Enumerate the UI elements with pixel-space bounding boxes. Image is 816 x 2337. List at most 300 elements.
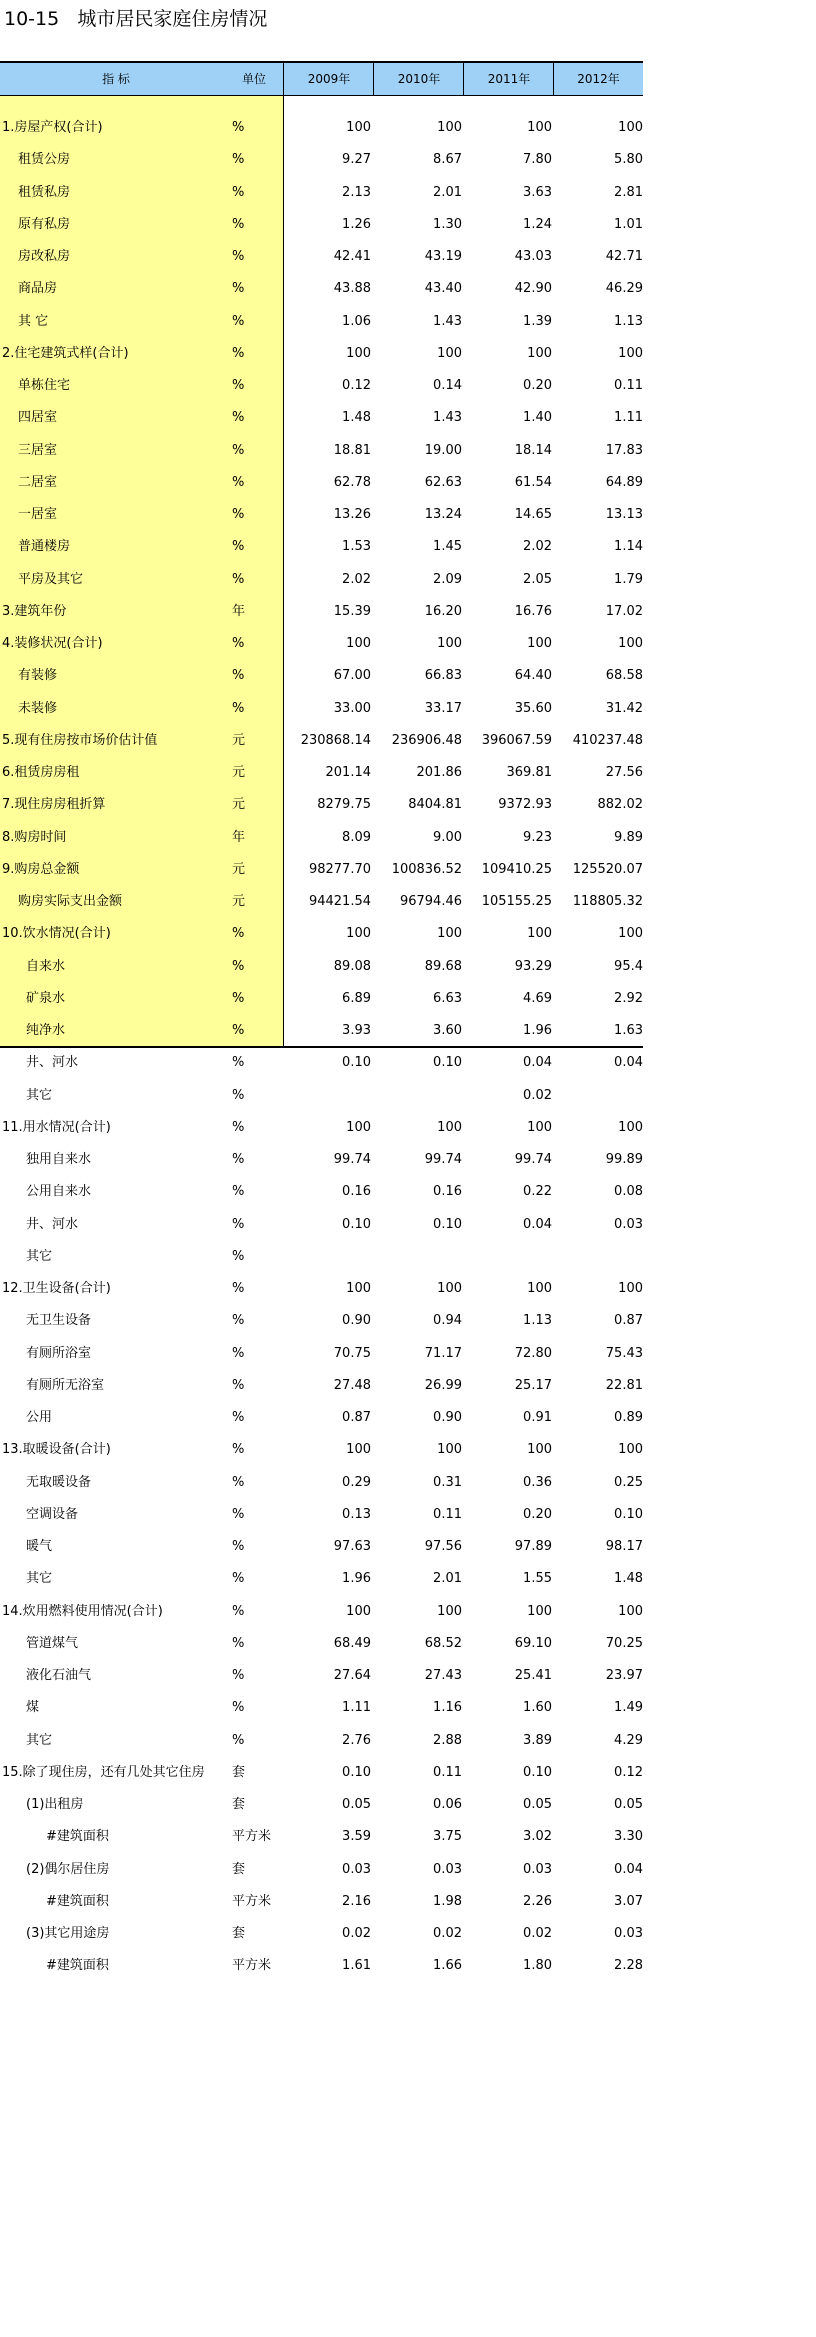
row-label: 普通楼房 [18, 539, 71, 555]
cell-value: 100 [618, 636, 643, 651]
cell-value: 100 [346, 1281, 371, 1296]
cell-value: 1.48 [342, 410, 371, 426]
cell-value: 98.17 [605, 1539, 643, 1554]
row-unit: % [232, 1474, 245, 1490]
cell-value: 1.45 [433, 539, 462, 555]
row-label: 8.购房时间 [2, 829, 67, 845]
row-unit: 平方米 [232, 1958, 272, 1974]
row-label: 11.用水情况(合计) [2, 1119, 111, 1135]
row-label: (3)其它用途房 [26, 1926, 110, 1941]
row-label: 租赁公房 [18, 152, 71, 168]
table-row [0, 1209, 643, 1241]
cell-value: 66.83 [424, 668, 462, 684]
header-divider [373, 63, 374, 95]
cell-value: 27.64 [333, 1668, 371, 1683]
table-row [0, 628, 643, 660]
table-row [0, 1467, 643, 1499]
row-unit: % [232, 1603, 245, 1619]
table-row [0, 725, 643, 757]
row-unit: % [232, 474, 245, 490]
row-label: 井、河水 [26, 1055, 79, 1071]
cell-value: 3.75 [433, 1829, 462, 1845]
cell-value: 64.89 [605, 474, 643, 490]
cell-value: 0.05 [523, 1797, 552, 1812]
cell-value: 109410.25 [481, 861, 552, 877]
cell-value: 201.86 [416, 765, 462, 780]
cell-value: 43.40 [424, 281, 462, 297]
row-label: 1.房屋产权(合计) [2, 120, 103, 135]
cell-value: 0.11 [614, 378, 643, 393]
table-row [0, 1273, 643, 1305]
cell-value: 100 [618, 1442, 643, 1458]
cell-value: 100 [527, 1442, 552, 1458]
table-row [0, 886, 643, 918]
cell-value: 0.25 [614, 1474, 643, 1490]
cell-value: 26.99 [424, 1377, 462, 1393]
row-unit: % [232, 1216, 245, 1232]
row-unit: % [232, 990, 245, 1006]
cell-value: 3.02 [523, 1829, 552, 1845]
cell-value: 27.43 [424, 1668, 462, 1683]
cell-value: 100 [346, 636, 371, 651]
cell-value: 43.19 [424, 249, 462, 264]
row-unit: % [232, 1506, 245, 1522]
row-label: 其 它 [18, 313, 49, 329]
cell-value: 1.49 [614, 1700, 643, 1716]
cell-value: 0.04 [523, 1216, 552, 1232]
bottom-rule [0, 1046, 643, 1048]
row-label: 6.租赁房房租 [2, 765, 80, 780]
row-unit: 元 [232, 894, 246, 909]
cell-value: 1.26 [342, 216, 371, 232]
cell-value: 68.58 [605, 668, 643, 684]
cell-value: 15.39 [333, 603, 371, 619]
row-unit: 元 [232, 861, 246, 877]
cell-value: 882.02 [597, 797, 643, 813]
cell-value: 0.94 [433, 1313, 462, 1329]
row-unit: % [232, 700, 245, 716]
cell-value: 201.14 [325, 765, 371, 780]
table-row [0, 983, 643, 1015]
row-unit: % [232, 1345, 245, 1361]
cell-value: 31.42 [605, 700, 643, 716]
row-label: (2)偶尔居住房 [26, 1861, 110, 1877]
table-header [0, 63, 643, 96]
cell-value: 2.26 [523, 1893, 552, 1909]
table-row [0, 1241, 643, 1273]
row-label: 无卫生设备 [26, 1313, 92, 1329]
row-label: 平房及其它 [18, 571, 84, 587]
row-unit: % [232, 120, 245, 135]
cell-value: 1.43 [433, 410, 462, 426]
cell-value: 0.10 [433, 1055, 462, 1071]
row-unit: % [232, 1700, 245, 1716]
cell-value: 94421.54 [308, 894, 371, 909]
cell-value: 0.02 [523, 1926, 552, 1941]
cell-value: 1.13 [523, 1313, 552, 1329]
row-label: 2.住宅建筑式样(合计) [2, 345, 129, 361]
table-row [0, 1015, 643, 1047]
cell-value: 42.90 [514, 281, 552, 297]
cell-value: 9372.93 [498, 797, 552, 813]
cell-value: 98277.70 [308, 861, 371, 877]
row-label: 其它 [26, 1248, 53, 1264]
row-unit: % [232, 1055, 245, 1071]
header-year-2012: 2012年 [577, 72, 620, 86]
cell-value: 46.29 [605, 281, 643, 297]
row-unit: 套 [232, 1926, 246, 1941]
table-row [0, 951, 643, 983]
cell-value: 100 [437, 1442, 462, 1458]
cell-value: 2.05 [523, 571, 552, 587]
row-unit: % [232, 1571, 245, 1587]
table-row [0, 660, 643, 692]
cell-value: 4.29 [614, 1732, 643, 1748]
table-row [0, 370, 643, 402]
row-label: 12.卫生设备(合计) [2, 1281, 111, 1296]
table-row [0, 1047, 643, 1079]
cell-value: 100 [527, 120, 552, 135]
cell-value: 97.63 [333, 1539, 371, 1554]
cell-value: 1.48 [614, 1571, 643, 1587]
cell-value: 14.65 [514, 507, 552, 522]
cell-value: 1.24 [523, 216, 552, 232]
cell-value: 1.16 [433, 1700, 462, 1716]
row-unit: % [232, 378, 245, 393]
cell-value: 95.4 [614, 958, 643, 974]
row-unit: % [232, 152, 245, 168]
cell-value: 100 [437, 1281, 462, 1296]
cell-value: 100 [346, 1442, 371, 1458]
cell-value: 100 [346, 1119, 371, 1135]
cell-value: 97.56 [424, 1539, 462, 1554]
row-unit: 套 [232, 1861, 246, 1877]
header-year-2010: 2010年 [397, 72, 441, 86]
header-year-2009: 2009年 [307, 72, 351, 86]
row-label: 13.取暖设备(合计) [2, 1442, 111, 1458]
row-unit: % [232, 1087, 245, 1103]
cell-value: 100 [437, 345, 462, 361]
cell-value: 4.69 [523, 990, 552, 1006]
cell-value: 3.60 [433, 1023, 462, 1038]
table-row [0, 306, 643, 338]
cell-value: 25.17 [514, 1377, 552, 1393]
cell-value: 3.30 [614, 1829, 643, 1845]
row-label: 未装修 [18, 700, 58, 716]
cell-value: 100 [437, 120, 462, 135]
cell-value: 1.11 [614, 410, 643, 426]
cell-value: 100 [437, 1119, 462, 1135]
cell-value: 89.68 [424, 958, 462, 974]
cell-value: 1.30 [433, 216, 462, 232]
cell-value: 100 [437, 636, 462, 651]
cell-value: 2.09 [433, 571, 462, 587]
table-row [0, 435, 643, 467]
cell-value: 1.53 [342, 539, 371, 555]
row-unit: % [232, 1281, 245, 1296]
cell-value: 100 [618, 926, 643, 942]
cell-value: 18.81 [333, 442, 371, 458]
cell-value: 0.31 [433, 1474, 462, 1490]
cell-value: 1.13 [614, 313, 643, 329]
cell-value: 100 [346, 1603, 371, 1619]
table-row [0, 1499, 643, 1531]
cell-value: 0.03 [614, 1216, 643, 1232]
row-label: 3.建筑年份 [2, 603, 67, 619]
cell-value: 369.81 [506, 765, 552, 780]
table-row [0, 1628, 643, 1660]
cell-value: 8279.75 [317, 797, 371, 813]
cell-value: 2.01 [433, 1571, 462, 1587]
table-row [0, 499, 643, 531]
cell-value: 71.17 [424, 1345, 462, 1361]
table-row [0, 531, 643, 563]
cell-value: 27.56 [605, 765, 643, 780]
cell-value: 0.91 [523, 1410, 552, 1425]
cell-value: 0.10 [342, 1216, 371, 1232]
cell-value: 16.20 [424, 603, 462, 619]
cell-value: 0.14 [433, 378, 462, 393]
row-label: #建筑面积 [46, 1893, 109, 1909]
table-row [0, 1305, 643, 1337]
cell-value: 0.02 [523, 1087, 552, 1103]
table-row [0, 693, 643, 725]
row-label: 商品房 [18, 281, 58, 297]
cell-value: 0.16 [433, 1184, 462, 1200]
row-label: 有厕所浴室 [26, 1345, 92, 1361]
cell-value: 0.11 [433, 1764, 462, 1780]
cell-value: 9.00 [433, 829, 462, 845]
table-row [0, 241, 643, 273]
cell-value: 7.80 [523, 152, 552, 168]
cell-value: 230868.14 [300, 732, 371, 748]
cell-value: 100 [527, 926, 552, 942]
row-unit: % [232, 1668, 245, 1683]
table-row [0, 1176, 643, 1208]
cell-value: 100 [437, 926, 462, 942]
row-unit: % [232, 1377, 245, 1393]
cell-value: 0.02 [433, 1926, 462, 1941]
cell-value: 100 [618, 120, 643, 135]
row-unit: % [232, 668, 245, 684]
cell-value: 0.05 [342, 1797, 371, 1812]
cell-value: 2.28 [614, 1958, 643, 1974]
cell-value: 0.03 [523, 1861, 552, 1877]
row-label: 原有私房 [18, 216, 71, 232]
row-label: 购房实际支出金额 [18, 894, 123, 909]
cell-value: 0.10 [523, 1764, 552, 1780]
cell-value: 2.01 [433, 184, 462, 200]
cell-value: 0.10 [433, 1216, 462, 1232]
cell-value: 16.76 [514, 603, 552, 619]
table-row [0, 1531, 643, 1563]
row-unit: 元 [232, 797, 246, 813]
table-row [0, 467, 643, 499]
cell-value: 2.92 [614, 990, 643, 1006]
row-unit: % [232, 571, 245, 587]
cell-value: 100 [618, 1603, 643, 1619]
header-divider [553, 63, 554, 95]
table-row [0, 564, 643, 596]
cell-value: 25.41 [514, 1668, 552, 1683]
table-row [0, 1660, 643, 1692]
cell-value: 105155.25 [481, 894, 552, 909]
cell-value: 75.43 [605, 1345, 643, 1361]
row-unit: 套 [232, 1797, 246, 1812]
cell-value: 0.03 [433, 1861, 462, 1877]
row-label: 暖气 [26, 1539, 53, 1554]
cell-value: 1.43 [433, 313, 462, 329]
row-unit: % [232, 1023, 245, 1038]
table-row [0, 1596, 643, 1628]
cell-value: 99.89 [605, 1152, 643, 1167]
row-unit: % [232, 1410, 245, 1425]
row-label: 一居室 [18, 507, 58, 522]
cell-value: 3.93 [342, 1023, 371, 1038]
cell-value: 61.54 [514, 474, 552, 490]
cell-value: 13.13 [605, 507, 643, 522]
table-row [0, 1370, 643, 1402]
cell-value: 0.87 [614, 1313, 643, 1329]
cell-value: 100 [437, 1603, 462, 1619]
row-unit: 元 [232, 765, 246, 780]
cell-value: 0.10 [342, 1055, 371, 1071]
cell-value: 96794.46 [399, 894, 462, 909]
cell-value: 22.81 [605, 1377, 643, 1393]
row-unit: % [232, 1119, 245, 1135]
cell-value: 100 [618, 1119, 643, 1135]
cell-value: 9.89 [614, 829, 643, 845]
cell-value: 3.07 [614, 1893, 643, 1909]
row-unit: % [232, 958, 245, 974]
cell-value: 2.02 [342, 571, 371, 587]
table-row [0, 273, 643, 305]
cell-value: 8404.81 [408, 797, 462, 813]
table-row [0, 338, 643, 370]
row-label: 单栋住宅 [18, 378, 71, 393]
row-label: 有厕所无浴室 [26, 1377, 105, 1393]
row-unit: % [232, 1635, 245, 1651]
table-row [0, 177, 643, 209]
table-row [0, 1080, 643, 1112]
row-label: 井、河水 [26, 1216, 79, 1232]
cell-value: 1.01 [614, 216, 643, 232]
cell-value: 1.63 [614, 1023, 643, 1038]
cell-value: 99.74 [514, 1152, 552, 1167]
row-unit: % [232, 636, 245, 651]
row-unit: % [232, 313, 245, 329]
cell-value: 1.39 [523, 313, 552, 329]
cell-value: 64.40 [514, 668, 552, 684]
cell-value: 69.10 [514, 1635, 552, 1651]
row-label: 管道煤气 [26, 1635, 79, 1651]
cell-value: 0.03 [342, 1861, 371, 1877]
cell-value: 2.02 [523, 539, 552, 555]
cell-value: 1.80 [523, 1958, 552, 1974]
cell-value: 2.81 [614, 184, 643, 200]
row-label: 矿泉水 [26, 990, 66, 1006]
row-unit: 平方米 [232, 1893, 272, 1909]
cell-value: 99.74 [333, 1152, 371, 1167]
row-label: 公用自来水 [26, 1184, 92, 1200]
cell-value: 93.29 [514, 958, 552, 974]
cell-value: 100 [346, 345, 371, 361]
table-row [0, 1854, 643, 1886]
cell-value: 0.89 [614, 1410, 643, 1425]
row-label: 二居室 [18, 474, 58, 490]
header-indicator: 指 标 [102, 72, 130, 86]
cell-value: 0.12 [342, 378, 371, 393]
row-unit: % [232, 1732, 245, 1748]
table-row [0, 1757, 643, 1789]
cell-value: 0.06 [433, 1797, 462, 1812]
cell-value: 70.75 [333, 1345, 371, 1361]
cell-value: 100 [527, 345, 552, 361]
header-unit: 单位 [241, 72, 266, 86]
cell-value: 100 [346, 120, 371, 135]
cell-value: 33.17 [424, 700, 462, 716]
cell-value: 23.97 [605, 1668, 643, 1683]
cell-value: 13.26 [333, 507, 371, 522]
cell-value: 0.03 [614, 1926, 643, 1941]
cell-value: 0.87 [342, 1410, 371, 1425]
row-unit: 年 [232, 829, 246, 845]
row-unit: 套 [232, 1764, 246, 1780]
cell-value: 1.14 [614, 539, 643, 555]
row-unit: % [232, 1313, 245, 1329]
table-row [0, 1434, 643, 1466]
cell-value: 0.22 [523, 1184, 552, 1200]
cell-value: 1.40 [523, 410, 552, 426]
row-unit: % [232, 1442, 245, 1458]
table-row [0, 1918, 643, 1950]
row-label: 4.装修状况(合计) [2, 636, 103, 651]
cell-value: 62.78 [333, 474, 371, 490]
row-label: 14.炊用燃料使用情况(合计) [2, 1603, 163, 1619]
row-label: #建筑面积 [46, 1829, 109, 1845]
cell-value: 1.06 [342, 313, 371, 329]
cell-value: 3.89 [523, 1732, 552, 1748]
row-unit: % [232, 1248, 245, 1264]
cell-value: 17.02 [605, 603, 643, 619]
cell-value: 0.90 [342, 1313, 371, 1329]
cell-value: 6.63 [433, 990, 462, 1006]
table-row [0, 757, 643, 789]
cell-value: 1.61 [342, 1958, 371, 1974]
cell-value: 33.00 [333, 700, 371, 716]
cell-value: 3.63 [523, 184, 552, 200]
row-label: 其它 [26, 1087, 53, 1103]
cell-value: 0.10 [614, 1506, 643, 1522]
cell-value: 100 [527, 1281, 552, 1296]
cell-value: 0.20 [523, 378, 552, 393]
row-label: 无取暖设备 [26, 1474, 92, 1490]
cell-value: 1.55 [523, 1571, 552, 1587]
cell-value: 89.08 [333, 958, 371, 974]
cell-value: 100 [527, 636, 552, 651]
cell-value: 0.05 [614, 1797, 643, 1812]
cell-value: 118805.32 [572, 894, 643, 909]
cell-value: 5.80 [614, 152, 643, 168]
row-unit: % [232, 1539, 245, 1554]
row-label: 租赁私房 [18, 184, 71, 200]
header-divider [463, 63, 464, 95]
table-row [0, 918, 643, 950]
cell-value: 27.48 [333, 1377, 371, 1393]
row-label: 独用自来水 [26, 1152, 92, 1167]
table-row [0, 1950, 643, 1982]
cell-value: 68.52 [424, 1635, 462, 1651]
